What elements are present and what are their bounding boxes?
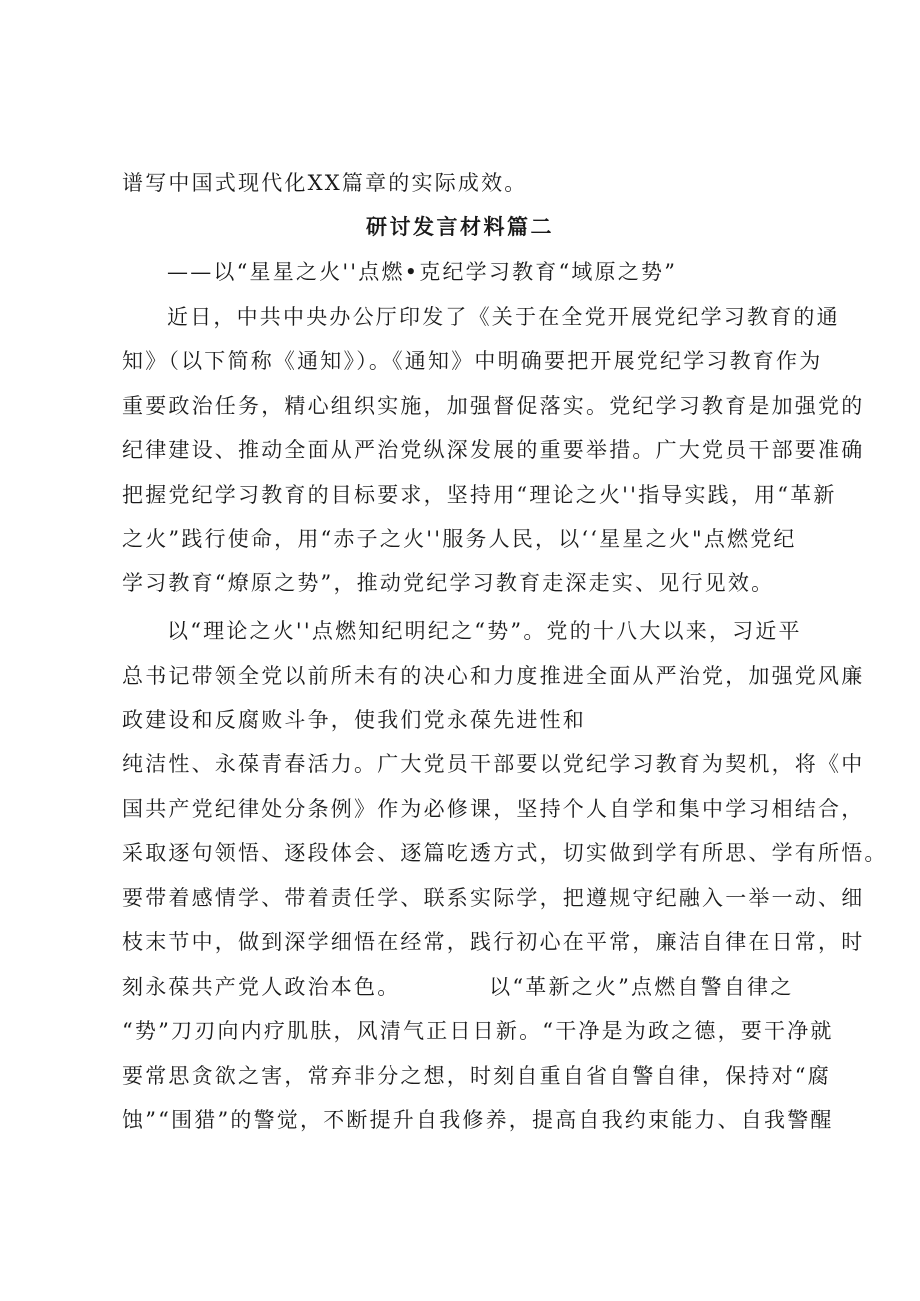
body-line: 纯洁性、永葆青春活力。广大党员干部要以党纪学习教育为契机，将《中 (122, 752, 865, 776)
body-line: 刻永葆共产党人政治本色。 以“革新之火”点燃自警自律之 (122, 975, 794, 999)
body-line: 采取逐句领悟、逐段体会、逐篇吃透方式，切实做到学有所思、学有所悟。 (122, 841, 888, 865)
body-line: 总书记带领全党以前所未有的决心和力度推进全面从严治党，加强党风廉 (122, 664, 865, 688)
body-line: 要带着感情学、带着责任学、联系实际学，把遵规守纪融入一举一动、细 (122, 886, 865, 910)
body-line: 重要政治任务，精心组织实施，加强督促落实。党纪学习教育是加强党的 (122, 394, 865, 418)
body-line: 国共产党纪律处分条例》作为必修课，坚持个人自学和集中学习相结合， (122, 797, 865, 821)
body-line: 纪律建设、推动全面从严治党纵深发展的重要举措。广大党员干部要准确 (122, 438, 865, 462)
body-line: 政建设和反腐败斗争，使我们党永葆先进性和 (122, 708, 586, 732)
body-line: 近日，中共中央办公厅印发了《关于在全党开展党纪学习教育的通 (167, 305, 840, 329)
body-line: 以“理论之火''点燃知纪明纪之“势”。党的十八大以来，习近平 (167, 619, 802, 643)
body-line: 要常思贪欲之害，常弃非分之想，时刻自重自省自警自律，保持对“腐 (122, 1064, 831, 1088)
body-line: “势”刀刃向内疗肌肤，风清气正日日新。“干净是为政之德，要干净就 (122, 1019, 834, 1043)
body-line: 蚀”“围猎”的警觉，不断提升自我修养，提高自我约束能力、自我警醒 (122, 1108, 834, 1132)
body-line: 谱写中国式现代化XX篇章的实际成效。 (122, 171, 528, 195)
body-line: 枝末节中，做到深学细悟在经常，践行初心在平常，廉洁自律在日常，时 (122, 930, 865, 954)
body-line: 学习教育“燎原之势”，推动党纪学习教育走深走实、见行见效。 (122, 571, 775, 595)
body-line: 之火”践行使命，用“赤子之火''服务人民，以‘‘星星之火"点燃党纪 (122, 527, 797, 551)
body-line: 知》（以下简称《通知》）。《通知》中明确要把开展党纪学习教育作为 (122, 349, 823, 373)
body-line: 把握党纪学习教育的目标要求，坚持用“理论之火''指导实践，用“革新 (122, 483, 837, 507)
section-title: 研讨发言材料篇二 (366, 214, 554, 239)
subtitle-line: ——以“星星之火''点燃•克纪学习教育“域原之势” (167, 260, 678, 284)
